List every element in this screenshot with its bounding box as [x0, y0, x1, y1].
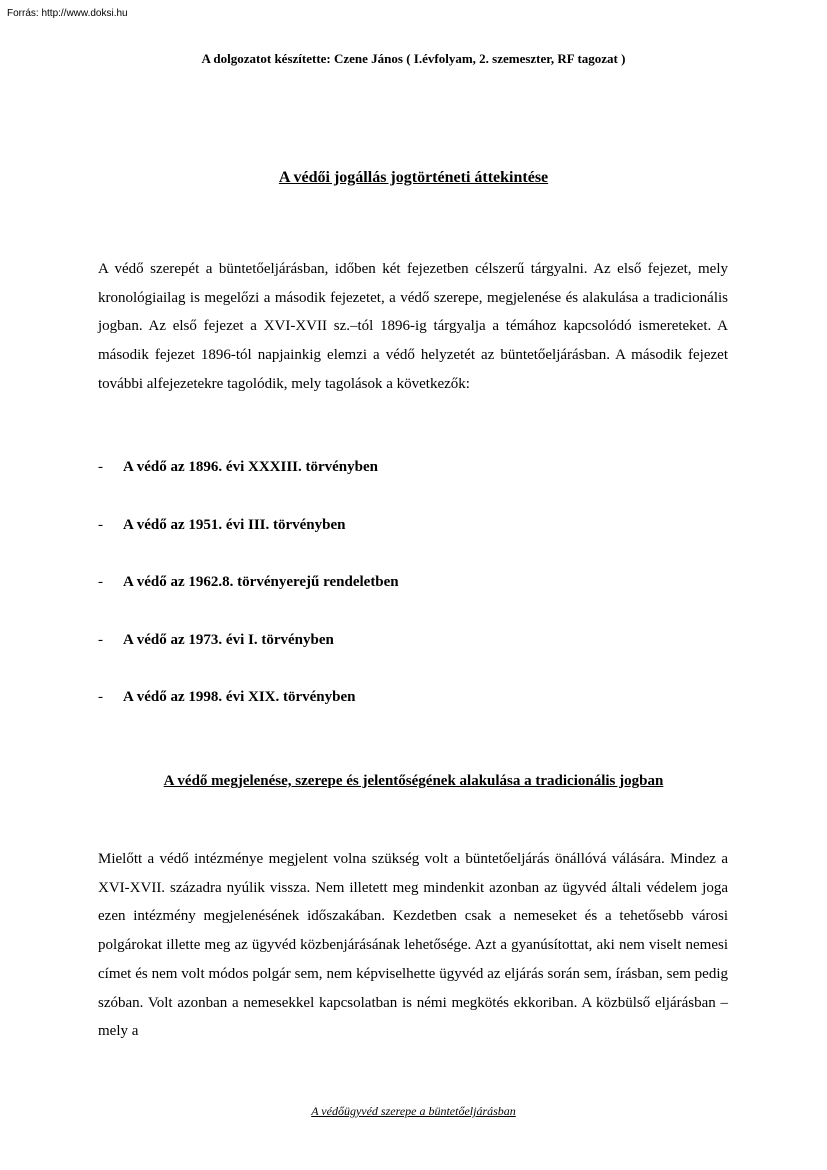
body-paragraph: Mielőtt a védő intézménye megjelent volna szükség volt a büntetőeljárás önállóvá válására. Mindez a XVI-XVII. századra nyúlik vissza. Nem illetett meg mindenkit azonban az ügyvéd általi védelem joga ezen intézmény megjelenésének időszakában. Kezdetben csak a nemeseket és a tehetősebb városi polgárokat illette meg az ügyvéd közbenjárásának lehetősége. Azt a gyanúsítottat, aki nem viselt nemesi címet és nem volt módos polgár sem, nem képviselhette ügyvéd az eljárás során sem, írásban, sem pedig szóban. Volt azonban a nemesekkel kapcsolatban is némi megkötés ekkoriban. A közbülső eljárásban – mely a — [98, 851, 728, 1040]
intro-paragraph: A védő szerepét a büntetőeljárásban, időben két fejezetben célszerű tárgyalni. Az első fejezet, mely kronológiailag is megelőzi a második fejezetet, a védő szerepe, megjelenése és alakulása a tradicionális jogban. Az első fejezet a XVI-XVII sz.–tól 1896-ig tárgyalja a témához kapcsolódó ismereteket. A második fejezet 1896-tól napjainkig elemzi a védő helyzetét az büntetőeljárásban. A második fejezet további alfejezetekre tagolódik, mely tagolások a következők: — [98, 261, 728, 392]
list-bullet: - — [98, 689, 103, 705]
author-header: A dolgozatot készítette: Czene János ( I.évfolyam, 2. szemeszter, RF tagozat ) — [201, 51, 626, 66]
list-item — [98, 514, 728, 572]
chapter-list — [98, 456, 728, 744]
list-item — [98, 456, 728, 514]
list-item — [98, 571, 728, 629]
list-item-text: A védő az 1998. évi XIX. törvényben — [123, 689, 356, 705]
list-bullet: - — [98, 459, 103, 475]
list-bullet: - — [98, 631, 103, 648]
list-bullet: - — [98, 516, 103, 533]
list-item — [98, 686, 728, 744]
page-footer: A védőügyvéd szerepe a büntetőeljárásban — [311, 1104, 516, 1118]
list-item — [98, 629, 728, 687]
section-heading: A védő megjelenése, szerepe és jelentőségének alakulása a tradicionális jogban — [163, 773, 664, 789]
list-item-text: A védő az 1962.8. törvényerejű rendeletben — [123, 574, 399, 590]
list-item-text: A védő az 1896. évi XXXIII. törvényben — [123, 459, 378, 475]
list-bullet: - — [98, 574, 103, 590]
list-item-text: A védő az 1973. évi I. törvényben — [123, 631, 334, 648]
document-title: A védői jogállás jogtörténeti áttekintése — [278, 169, 549, 186]
source-label: Forrás: http://www.doksi.hu — [7, 8, 128, 19]
list-item-text: A védő az 1951. évi III. törvényben — [123, 516, 346, 533]
